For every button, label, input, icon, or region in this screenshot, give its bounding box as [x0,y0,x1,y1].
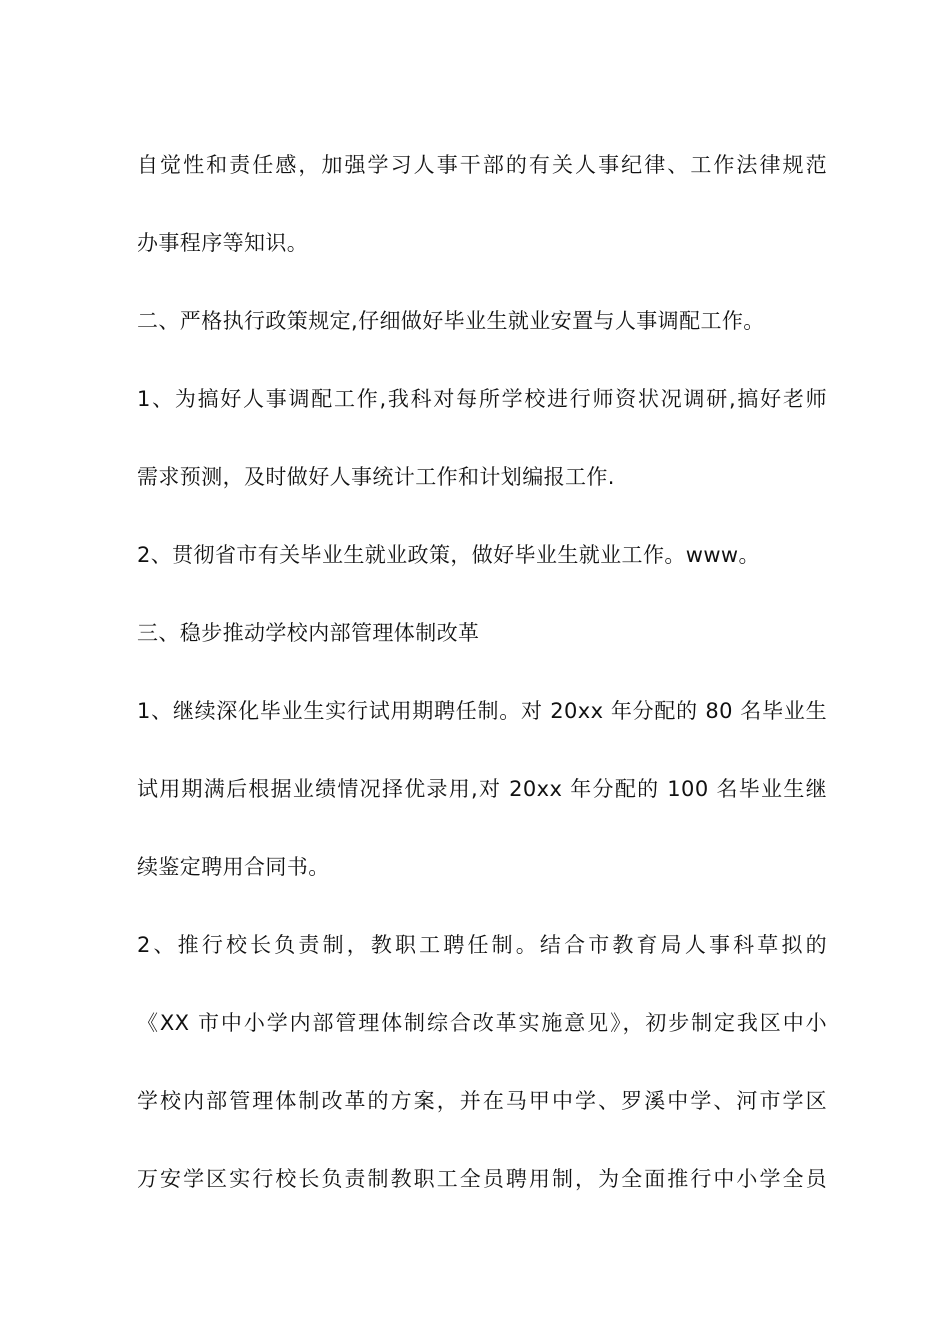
paragraph-line: 需求预测，及时做好人事统计工作和计划编报工作. [137,465,615,489]
paragraph-line: 《XX 市中小学内部管理体制综合改革实施意见》，初步制定我区中小 [137,1011,827,1035]
paragraph-line: 办事程序等知识。 [137,231,309,255]
paragraph-line: 试用期满后根据业绩情况择优录用,对 20xx 年分配的 100 名毕业生继 [137,777,827,801]
section-heading: 三、稳步推动学校内部管理体制改革 [137,621,480,645]
paragraph-line: 1、继续深化毕业生实行试用期聘任制。对 20xx 年分配的 80 名毕业生 [137,699,827,723]
paragraph-line: 2、贯彻省市有关毕业生就业政策，做好毕业生就业工作。www。 [137,543,760,567]
paragraph-line: 学校内部管理体制改革的方案，并在马甲中学、罗溪中学、河市学区 [137,1089,827,1113]
paragraph-line: 万安学区实行校长负责制教职工全员聘用制，为全面推行中小学全员 [137,1167,827,1191]
paragraph-line: 2、推行校长负责制，教职工聘任制。结合市教育局人事科草拟的 [137,933,827,957]
paragraph-line: 1、为搞好人事调配工作,我科对每所学校进行师资状况调研,搞好老师 [137,387,827,411]
paragraph-line: 续鉴定聘用合同书。 [137,855,330,879]
section-heading: 二、严格执行政策规定,仔细做好毕业生就业安置与人事调配工作。 [137,309,765,333]
document-body [137,139,827,1231]
paragraph-line: 自觉性和责任感，加强学习人事干部的有关人事纪律、工作法律规范 [137,153,827,177]
